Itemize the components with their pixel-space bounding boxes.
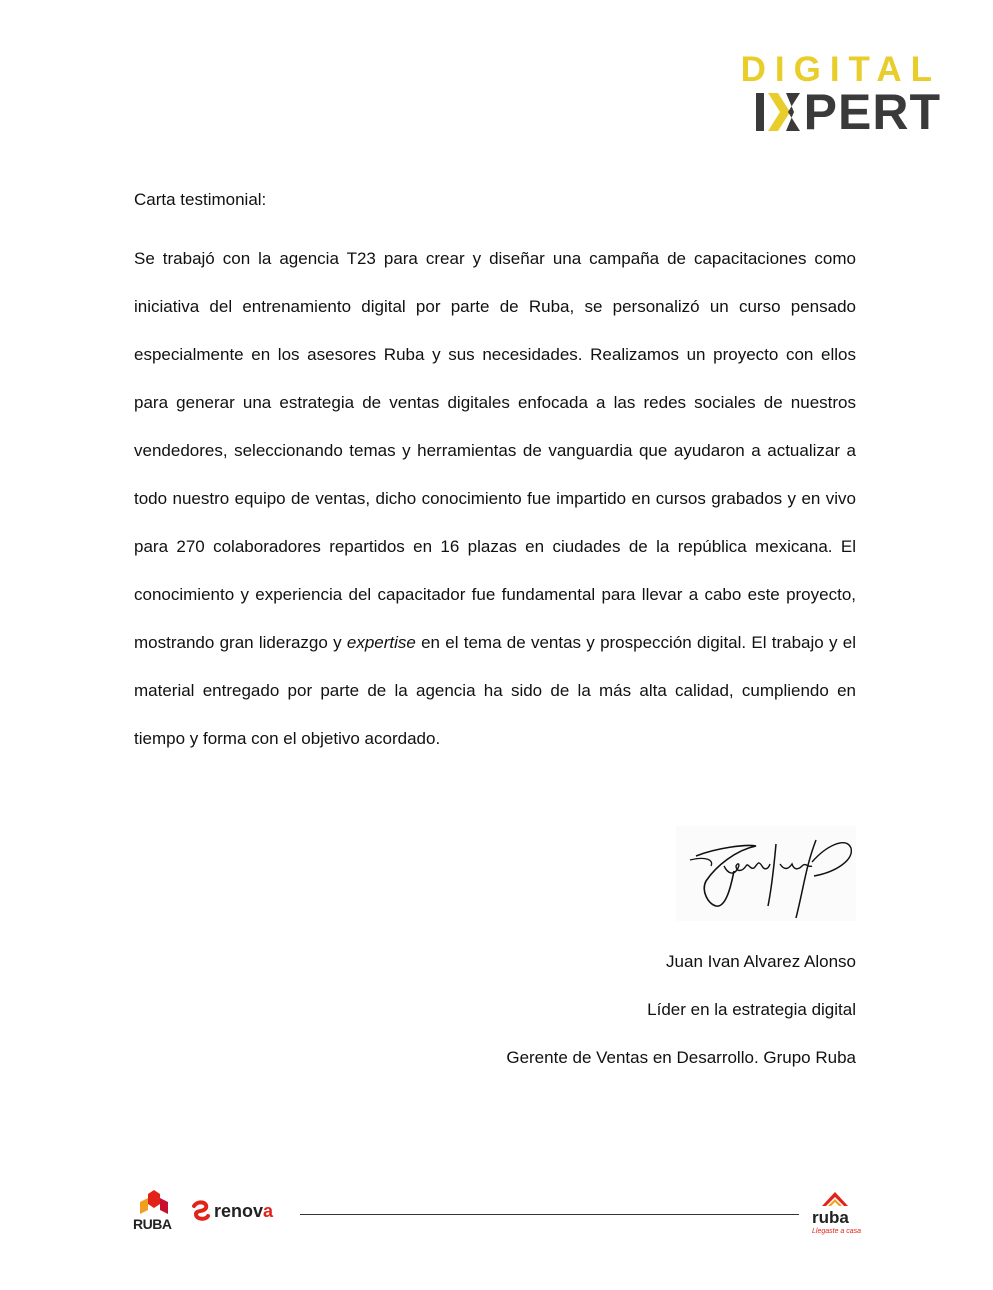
logo-expert-wordmark [756, 84, 941, 140]
ruba-tagline: Llegaste a casa [812, 1228, 862, 1235]
body-text-italic: expertise [346, 633, 416, 652]
digital-expert-logo [721, 50, 941, 140]
logo-e-x-mark-icon [756, 91, 802, 133]
ruba-brand-text: ruba [812, 1208, 849, 1227]
signer-position: Gerente de Ventas en Desarrollo. Grupo Ruba [506, 1048, 856, 1067]
footer-divider [300, 1214, 799, 1215]
signer-role: Líder en la estrategia digital [647, 1000, 856, 1019]
letter-salutation: Carta testimonial: [134, 190, 267, 209]
renova-mark-icon [190, 1200, 212, 1222]
renova-text [214, 1201, 273, 1222]
renova-logo [190, 1200, 273, 1222]
signer-name: Juan Ivan Alvarez Alonso [666, 952, 856, 971]
body-text-part-2: en el tema de ventas y prospección digital. El trabajo y el material entregado por parte de la agencia ha sido de la más alta calidad, cumpliendo en tiempo y forma con el objetivo acordado. [134, 633, 856, 748]
renova-text-accent: a [263, 1200, 274, 1221]
renova-text-main: renov [214, 1200, 264, 1221]
footer-ruba-label: RUBA [133, 1216, 172, 1232]
letter-body [134, 235, 856, 763]
logo-digital-text: DIGITAL [740, 50, 941, 89]
logo-expert-text: PERT [803, 84, 941, 140]
body-text-part-1: Se trabajó con la agencia T23 para crear y diseñar una campaña de capacitaciones como iniciativa del entrenamiento digital por parte de Ruba, se personalizó un curso pensado especialmente en los asesores Ruba y sus necesidades. Realizamos un proyecto con ellos para generar una estrategia de ventas digitales enfocada a las redes sociales de nuestros vendedores, seleccionando temas y herramientas de vanguardia que ayudaron a actualizar a todo nuestro equipo de ventas, dicho conocimiento fue impartido en cursos grabados y en vivo para 270 colaboradores repartidos en 16 plazas en ciudades de la república mexicana. El conocimiento y experiencia del capacitador fue fundamental para llevar a cabo este proyecto, mostrando gran liderazgo y [134, 249, 856, 652]
handwritten-signature [676, 826, 856, 921]
